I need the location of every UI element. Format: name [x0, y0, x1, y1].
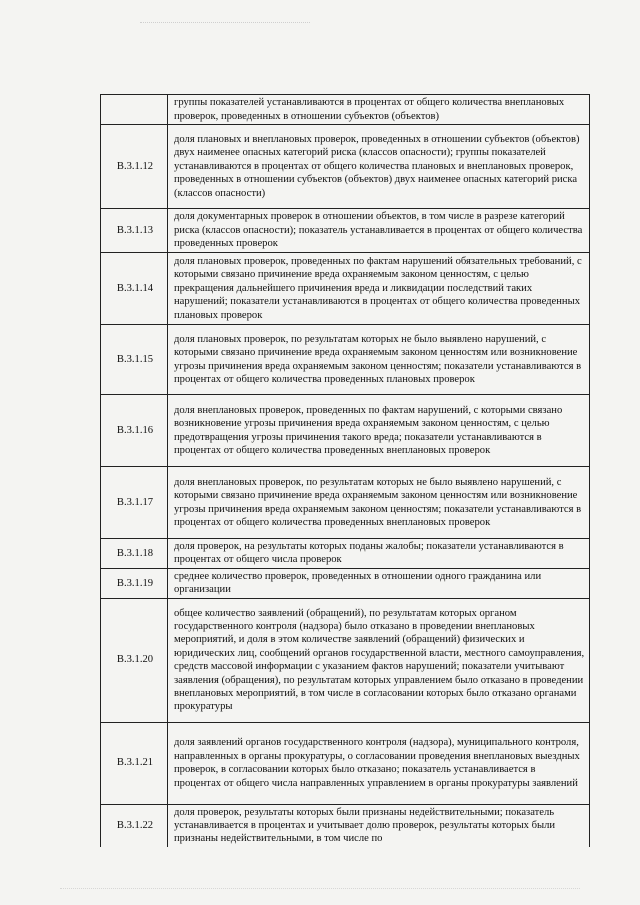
table-row	[101, 467, 590, 539]
row-code: В.3.1.12	[101, 125, 168, 209]
row-text: группы показателей устанавливаются в процентах от общего количества внеплановых проверок, проведенных в отношении субъектов (объектов)	[168, 95, 590, 125]
row-text: среднее количество проверок, проведенных в отношении одного гражданина или организации	[168, 568, 590, 598]
table-row	[101, 568, 590, 598]
row-code: В.3.1.17	[101, 467, 168, 539]
row-text: доля внеплановых проверок, по результатам которых не было выявлено нарушений, с которыми связано причинение вреда охраняемым законом ценностям или возникновение угрозы причинения вреда охраняемым законом ценностям; показатели устанавливаются в процентах от общего количества проведенных внеплановых проверок	[168, 467, 590, 539]
row-text: доля проверок, на результаты которых поданы жалобы; показатели устанавливаются в процентах от общего числа проверок	[168, 539, 590, 569]
row-code: В.3.1.16	[101, 395, 168, 467]
row-code: В.3.1.14	[101, 253, 168, 325]
table-row	[101, 209, 590, 253]
row-text: доля плановых и внеплановых проверок, проведенных в отношении субъектов (объектов) двух наименее опасных категорий риска (классов опасности); группы показателей устанавливаются в процентах от общего количества плановых и внеплановых проверок, проведенных в отношении субъектов (объектов) двух наименее опасных категорий риска (классов опасности)	[168, 125, 590, 209]
table-row	[101, 722, 590, 804]
row-text: доля проверок, результаты которых были признаны недействительными; показатель устанавливается в процентах и учитывает долю проверок, результаты которых были признаны недействительными, в том числе по	[168, 804, 590, 847]
indicators-table	[100, 94, 590, 847]
table-row	[101, 95, 590, 125]
table-row	[101, 325, 590, 395]
table-row	[101, 804, 590, 847]
row-code: В.3.1.15	[101, 325, 168, 395]
table-row	[101, 125, 590, 209]
row-code: В.3.1.19	[101, 568, 168, 598]
table-row	[101, 539, 590, 569]
row-code: В.3.1.18	[101, 539, 168, 569]
row-code: В.3.1.21	[101, 722, 168, 804]
table-row	[101, 395, 590, 467]
table-row	[101, 253, 590, 325]
row-code: В.3.1.22	[101, 804, 168, 847]
row-text: доля внеплановых проверок, проведенных по фактам нарушений, с которыми связано возникновение угрозы причинения вреда охраняемым законом ценностям, с целью предотвращения угрозы причинения такого вреда; показатели устанавливаются в процентах от общего количества проведенных внеплановых проверок	[168, 395, 590, 467]
row-text: доля плановых проверок, по результатам которых не было выявлено нарушений, с которыми связано причинение вреда охраняемым законом ценностям или возникновение угрозы причинения вреда охраняемым законом ценностям; показатели устанавливаются в процентах от общего количества проведенных плановых проверок	[168, 325, 590, 395]
row-text: доля документарных проверок в отношении объектов, в том числе в разрезе категорий риска (классов опасности); показатель устанавливается в процентах от общего количества проведенных проверок	[168, 209, 590, 253]
row-code: В.3.1.13	[101, 209, 168, 253]
row-code: В.3.1.20	[101, 598, 168, 722]
row-text: доля заявлений органов государственного контроля (надзора), муниципального контроля, направленных в органы прокуратуры, о согласовании проведения внеплановых выездных проверок, в согласовании которых было отказано; показатель устанавливается в процентах от общего числа направленных управлением в органы прокуратуры заявлений	[168, 722, 590, 804]
row-code	[101, 95, 168, 125]
row-text: доля плановых проверок, проведенных по фактам нарушений обязательных требований, с которыми связано причинение вреда охраняемым законом ценностям, с целью прекращения дальнейшего причинения вреда и ликвидации последствий таких нарушений; показатели устанавливаются в процентах от общего количества проведенных плановых проверок	[168, 253, 590, 325]
table-row	[101, 598, 590, 722]
row-text: общее количество заявлений (обращений), по результатам которых органом государственного контроля (надзора) было отказано в проведении внеплановых мероприятий, и доля в этом количестве заявлений (обращений) физических и юридических лиц, сообщений органов государственной власти, местного самоуправления, средств массовой информации с указанием фактов нарушений; показатели учитывают заявления (обращения), по результатам которых управлением было отказано в проведении внеплановых мероприятий, в том числе в согласовании которых было отказано органами прокуратуры	[168, 598, 590, 722]
scan-artifact-top	[140, 22, 310, 24]
scan-artifact-bottom	[60, 888, 580, 890]
